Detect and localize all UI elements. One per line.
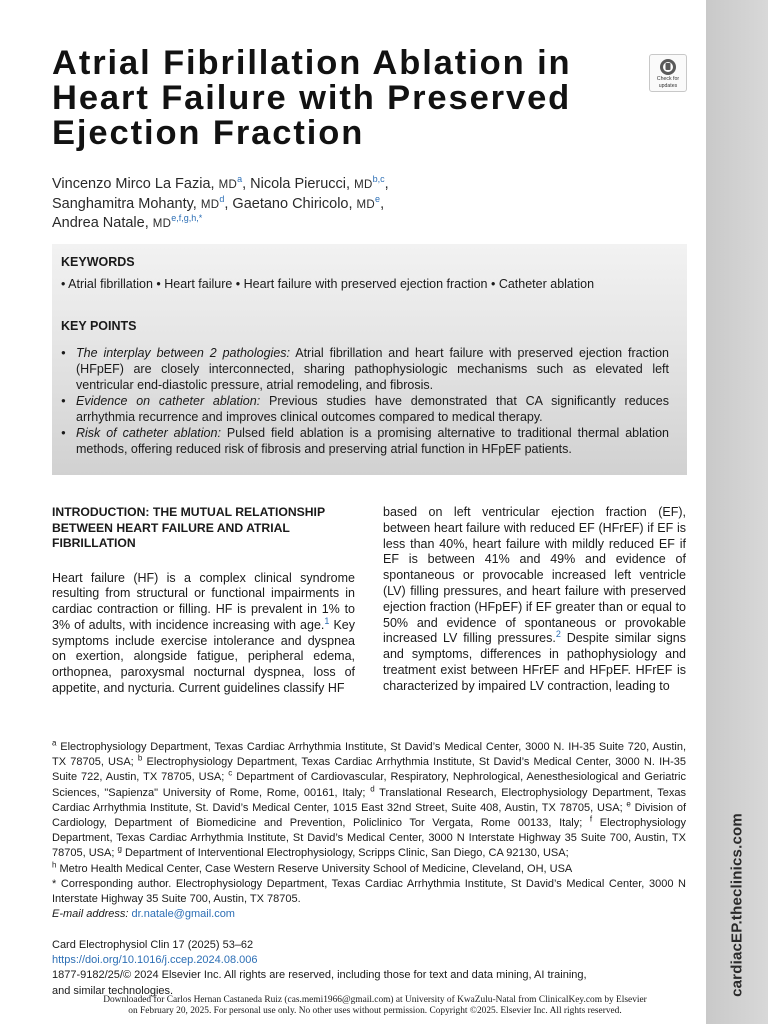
badge-label-line2: updates	[658, 82, 678, 89]
journal-citation: Card Electrophysiol Clin 17 (2025) 53–62	[52, 939, 254, 951]
check-for-updates-icon	[659, 58, 677, 76]
body-column-left	[52, 505, 355, 697]
copyright-line: 1877-9182/25/© 2024 Elsevier Inc. All rights are reserved, including those for text and data mining, AI training,	[52, 969, 587, 982]
section-heading-introduction: INTRODUCTION: THE MUTUAL RELATIONSHIP BETWEEN HEART FAILURE AND ATRIAL FIBRILLATION	[52, 505, 325, 550]
key-point-item	[61, 425, 669, 457]
author-degree: MD	[356, 198, 376, 211]
corresponding-author-note: * Corresponding author. Electrophysiology Department, Texas Cardiac Arrhythmia Institute, St David’s Medical Center, 3000 N Interstate Highway 35 Suite 700, Austin, TX 78705.	[52, 877, 686, 906]
author-degree: MD	[218, 179, 238, 191]
keywords-keypoints-box	[52, 244, 687, 475]
reference-link[interactable]: 2	[555, 629, 561, 640]
key-point-item	[61, 345, 669, 393]
doi-link[interactable]: https://doi.org/10.1016/j.ccep.2024.08.006	[52, 954, 258, 967]
author-affiliation-mark: a	[237, 174, 243, 185]
author-degree: MD	[354, 179, 373, 191]
key-point-text: Previous studies have demonstrated that CA significantly reduces arrhythmia recurrence and improves clinical outcomes compared to medical therapy.	[76, 394, 669, 424]
affiliations-footnote: $^a$ Electrophysiology Department, Texas Cardiac Arrhythmia Institute, St David’s Medical Center, 3000 N. IH-35 Suite 720, Austin, TX 78705, USA; $^b$ Electrophysiology Department, Texas Cardiac Arrhythmia Institute, St David’s Medical Center, 3000 N. IH-35 Suite 722, Austin, TX 78705, USA; $^c$ Department of Cardiovascular, Respiratory, Nephrological, Aenesthesiological and Geriatric Sciences, "Sapienza" University of Rome, Rome, 00161, Italy; $^d$ Translational Research, Electrophysiology Department, Texas Cardiac Arrhythmia Institute, St. David’s Medical Center, 1015 East 32nd Street, Suite 408, Austin, TX 78705, USA; $^e$ Division of Cardiology, Department of Biomedicine and Prevention, Policlinico Tor Vergata, Rome 00133, Italy; $^f$ Electrophysiology Department, Texas Cardiac Arrhythmia Institute, St David’s Medical Center, 3000 N Interstate Highway 35 Suite 700, Austin, TX 78705, USA; $^g$ Department of Interventional Electrophysiology, Scripps Clinic, San Diego, CA 92130, USA; $^h$ Metro Health Medical Center, Case Western Reserve University School of Medicine, Cleveland, OH, USA * Corresponding author. Electrophysiology Department, Texas Cardiac Arrhythmia Institute, St David’s Medical Center, 3000 N Interstate Highway 35 Suite 700, Austin, TX 78705. E-mail address: dr.natale@gmail.com	[52, 738, 686, 921]
author-degree: MD	[200, 198, 220, 211]
author-affiliation-mark: b,c	[372, 174, 385, 185]
author-name: Gaetano Chiricolo,	[232, 195, 353, 212]
key-points-heading: KEY POINTS	[61, 319, 137, 333]
download-notice-line1: Downloaded for Carlos Hernan Castaneda Ruiz (cas.memi1966@gmail.com) at University of KwaZulu-Natal from ClinicalKey.com by Elsevier	[103, 995, 647, 1005]
key-point-lead: Risk of catheter ablation:	[76, 426, 221, 440]
key-point-lead: The interplay between 2 pathologies:	[76, 346, 291, 360]
email-label: E-mail address:	[52, 908, 129, 921]
key-point-text: Atrial fibrillation and heart failure with preserved ejection fraction (HFpEF) are closely interconnected, sharing pathophysiologic mechanisms such as elevated left ventricular end-diastolic pressure, atrial remodeling, and fibrosis.	[76, 346, 669, 392]
keywords-list: • Atrial fibrillation • Heart failure • Heart failure with preserved ejection fraction • Catheter ablation	[61, 277, 595, 291]
key-point-item	[61, 393, 669, 425]
reference-link[interactable]: 1	[324, 615, 330, 626]
journal-website-label: cardiacEP.theclinics.com	[728, 813, 746, 997]
body-paragraph: based on left ventricular ejection fraction (EF), between heart failure with reduced EF (HFrEF) if EF is less than 40%, heart failure with mildly reduced EF if EF is between 41% and 49% and evidence of spontaneous or provocable increased left ventricle (LV) filling pressures, and heart failure with preserved ejection fraction (HFpEF) if EF greater than or equal to 50% and evidence of spontaneous or provokable increased LV filling pressures.$^2$ Despite similar signs and symptoms, differences in pathophysiology and treatment exist between HFrEF and HFpEF. HFrEF is characterized by impaired LV contraction, leading to	[383, 505, 686, 693]
journal-info	[52, 938, 686, 999]
author-name: Andrea Natale,	[52, 215, 149, 231]
download-notice	[52, 995, 698, 1017]
copyright-line-cont: and similar technologies.	[52, 984, 174, 997]
author-name: Vincenzo Mirco La Fazia,	[52, 176, 215, 192]
author-name: Nicola Pierucci,	[250, 176, 351, 192]
author-list: Vincenzo Mirco La Fazia, $MD^a$, Nicola Pierucci, MD$^{b,c}$, Sanghamitra Mohanty, $MD^d$, Gaetano Chiricolo, MDe, Andrea Natale, $MD^{e,f,g,h,*}$	[52, 174, 389, 231]
keywords-heading: KEYWORDS	[61, 255, 135, 269]
check-for-updates-badge[interactable]	[649, 54, 687, 92]
author-degree: MD	[152, 218, 172, 230]
author-affiliation-mark: e,f,g,h,*	[171, 213, 203, 224]
body-column-right	[383, 505, 686, 695]
key-points-list	[61, 345, 669, 457]
key-point-lead: Evidence on catheter ablation:	[76, 394, 261, 408]
email-link[interactable]: dr.natale@gmail.com	[131, 908, 235, 921]
key-point-text: Pulsed field ablation is a promising alternative to traditional thermal ablation methods, offering reduced risk of fibrosis and preserving atrial function in HFpEF patients.	[76, 426, 669, 456]
body-paragraph: Heart failure (HF) is a complex clinical syndrome resulting from structural or functional impairments in cardiac contraction or filling. HF is prevalent in 1% to 3% of adults, with incidence increasing with age.$^1$ Key symptoms include exercise intolerance and dyspnea on exertion, alongside fatigue, peripheral edema, orthopnea, paroxysmal nocturnal dyspnea, loss of appetite, and nycturia. Current guidelines classify HF	[52, 570, 355, 696]
article-title: Atrial Fibrillation Ablation in Heart Failure with Preserved Ejection Fraction	[52, 44, 572, 152]
badge-label-line1: Check for	[656, 76, 680, 82]
author-affiliation-mark: e	[375, 193, 381, 204]
author-affiliation-mark: d	[219, 193, 225, 204]
download-notice-line2: on February 20, 2025. For personal use only. No other uses without permission. Copyright ©2025. Elsevier Inc. All rights reserved.	[128, 1006, 622, 1016]
author-name: Sanghamitra Mohanty,	[52, 195, 197, 212]
